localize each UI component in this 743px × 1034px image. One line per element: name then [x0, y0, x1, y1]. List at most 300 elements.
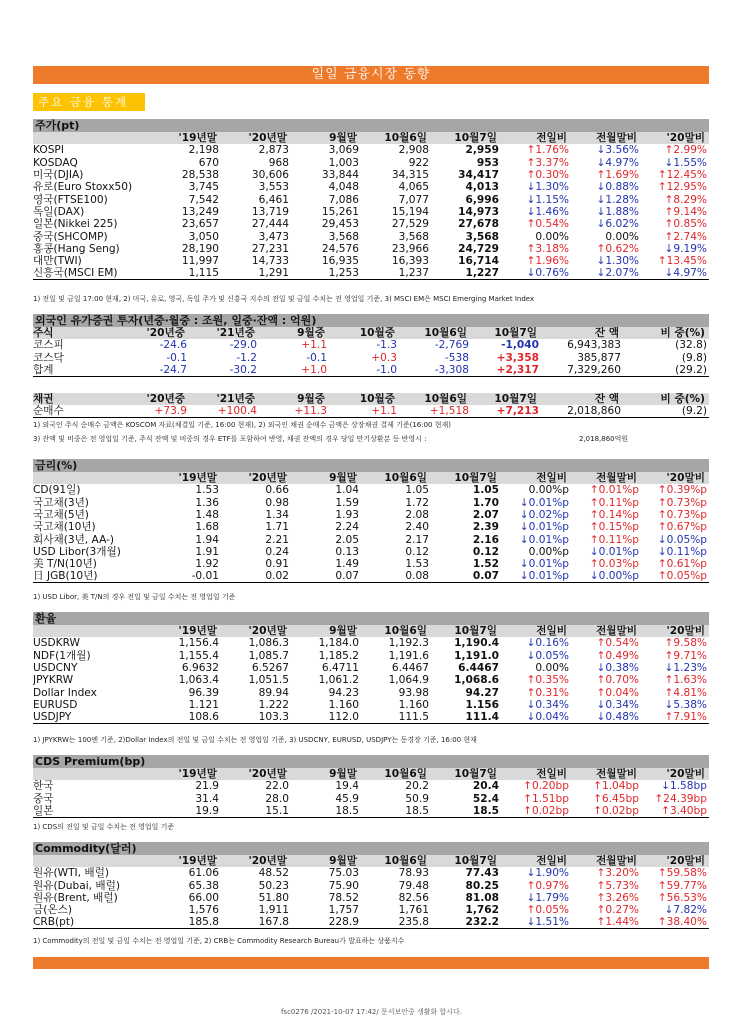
change-value: 0.31%: [535, 686, 569, 699]
change-cell: [641, 193, 709, 205]
table-header-row: [33, 472, 709, 484]
value-cell: 111.5: [361, 711, 431, 724]
value-cell: 89.94: [258, 686, 289, 699]
change-value: 4.97%: [605, 156, 639, 169]
arrow-down-icon: ↓: [519, 521, 529, 534]
column-header: 주식: [33, 327, 93, 339]
column-header: 전월말비: [571, 855, 641, 867]
change-value: 9.19%: [673, 242, 707, 255]
change-value: 2.07%: [605, 267, 639, 280]
change-value: 0.05%p: [666, 533, 707, 546]
change-value: 7.82%: [673, 904, 707, 917]
arrow-up-icon: ↑: [657, 169, 667, 182]
value-cell: 0.12: [405, 545, 429, 558]
arrow-up-icon: ↑: [593, 780, 602, 793]
value-cell: 1.04: [335, 484, 359, 497]
change-cell: [501, 637, 571, 649]
value-cell: 1.53: [195, 484, 219, 497]
value-cell: 78.93: [398, 867, 429, 880]
table-row: [33, 352, 709, 364]
value-cell: -2,769: [434, 339, 469, 352]
change-value: 59.77%: [666, 879, 707, 892]
value-cell: 1,115: [151, 267, 221, 280]
arrow-down-icon: ↓: [596, 711, 606, 724]
column-header: 10월6일: [361, 625, 431, 637]
value-cell: 7,086: [328, 193, 359, 206]
value-cell: +1,518: [399, 405, 471, 418]
change-cell: [641, 780, 709, 792]
value-cell: 2,959: [465, 144, 499, 157]
change-value: 0.14%p: [598, 509, 639, 522]
arrow-down-icon: ↓: [596, 255, 606, 268]
foreign-stock-table: [33, 327, 709, 377]
page-title: 일일 금융시장 동향: [33, 66, 709, 84]
change-value: 5.38%: [673, 698, 707, 711]
value-cell: 34,417: [458, 169, 499, 182]
foreign-section-header: 외국인 유가증권 투자(년중·월중 : 조원, 일중·잔액 : 억원): [33, 314, 709, 327]
value-cell: 1.160: [328, 698, 359, 711]
arrow-down-icon: ↓: [526, 637, 536, 650]
value-cell: 1,064.9: [388, 674, 429, 687]
change-value: 1.63%: [673, 674, 707, 687]
change-value: 1.90%: [535, 867, 569, 880]
arrow-down-icon: ↓: [526, 205, 536, 218]
column-header: '20년말: [221, 855, 291, 867]
value-cell: 18.5: [431, 805, 501, 818]
row-label: JPYKRW: [33, 674, 74, 687]
change-cell: [571, 570, 641, 583]
value-cell: 1.68: [195, 521, 219, 534]
change-value: 0.05%: [535, 904, 569, 917]
change-cell: [501, 218, 571, 230]
change-cell: [641, 181, 709, 193]
value-cell: 0.98: [265, 496, 289, 509]
change-value: 0.49%: [605, 649, 639, 662]
change-value: 1.30%: [605, 255, 639, 268]
change-cell: [501, 255, 571, 267]
change-cell: [641, 637, 709, 649]
value-cell: 0.08: [361, 570, 431, 583]
foreign-note-2-value: 2,018,860억원: [579, 435, 629, 443]
change-value: 0.67%p: [666, 521, 707, 534]
value-cell: 6.4467: [391, 662, 429, 675]
value-cell: 6.4711: [321, 662, 359, 675]
row-label: 중국: [33, 792, 54, 805]
change-cell: [571, 686, 641, 698]
change-cell: [641, 650, 709, 662]
change-value: 0.03%p: [598, 558, 639, 571]
change-value: 1.28%: [605, 193, 639, 206]
arrow-down-icon: ↓: [596, 181, 606, 194]
change-cell: [641, 206, 709, 218]
change-value: 1.46%: [535, 205, 569, 218]
change-cell: [501, 780, 571, 792]
change-cell: [641, 805, 709, 818]
column-header: '19년말: [151, 855, 221, 867]
cds-section-header: CDS Premium(bp): [33, 755, 709, 768]
value-cell: 2,198: [188, 144, 219, 157]
arrow-down-icon: ↓: [526, 267, 536, 280]
column-header: '20년말: [221, 132, 291, 144]
arrow-down-icon: ↓: [596, 193, 606, 206]
column-header: 9월말: [291, 768, 361, 780]
change-value: 56.53%: [666, 892, 707, 905]
change-cell: [641, 793, 709, 805]
row-label: CD(91일): [33, 484, 81, 497]
value-cell: 0.13: [335, 545, 359, 558]
change-value: 9.58%: [673, 637, 707, 650]
value-cell: 1.05: [472, 484, 499, 497]
change-cell: [641, 218, 709, 230]
change-cell: [571, 484, 641, 496]
value-cell: 1,184.0: [318, 637, 359, 650]
arrow-up-icon: ↑: [589, 521, 599, 534]
change-value: 0.00%: [535, 230, 569, 243]
value-cell: 66.00: [188, 892, 219, 905]
change-value: 3.37%: [535, 156, 569, 169]
value-cell: 1.70: [472, 496, 499, 509]
value-cell: 108.6: [151, 711, 221, 724]
value-cell: 1.160: [398, 698, 429, 711]
value-cell: 81.08: [465, 892, 499, 905]
column-header: '21년중: [189, 327, 259, 339]
change-cell: [501, 711, 571, 724]
change-cell: [501, 157, 571, 169]
value-cell: +1.0: [259, 364, 329, 377]
value-cell: 13,719: [251, 205, 289, 218]
change-cell: [641, 904, 709, 916]
arrow-down-icon: ↓: [596, 218, 606, 231]
column-header: 10월7일: [431, 855, 501, 867]
value-cell: 94.23: [328, 686, 359, 699]
change-cell: [641, 243, 709, 255]
table-header-row: [33, 855, 709, 867]
change-cell: [571, 193, 641, 205]
value-cell: 52.4: [472, 792, 499, 805]
value-cell: 3,050: [188, 230, 219, 243]
change-cell: [571, 497, 641, 509]
change-cell: [571, 662, 641, 674]
change-cell: [641, 484, 709, 496]
arrow-up-icon: ↑: [664, 711, 674, 724]
value-cell: 2.21: [265, 533, 289, 546]
change-value: 4.81%: [673, 686, 707, 699]
table-row: [33, 805, 709, 818]
change-value: 0.16%: [535, 637, 569, 650]
change-cell: [641, 533, 709, 545]
foreign-note-2: 3) 잔액 및 비중은 전 영업일 기준, 주식 잔액 및 비중의 경우 ETF를 포함하여 반영, 채권 잔액의 경우 당일 만기상환분 등 반영시 :: [33, 435, 427, 443]
arrow-down-icon: ↓: [526, 892, 536, 905]
row-label: 중국(SHCOMP): [33, 230, 108, 243]
column-header: 10월6일: [399, 327, 471, 339]
arrow-up-icon: ↑: [657, 509, 667, 522]
change-cell: [641, 892, 709, 904]
column-header: 9월말: [291, 132, 361, 144]
value-cell: 1,227: [431, 267, 501, 280]
change-value: 3.20%: [605, 867, 639, 880]
arrow-up-icon: ↑: [657, 892, 667, 905]
value-cell: -0.1: [166, 351, 187, 364]
value-cell: +1.1: [301, 339, 327, 352]
rates-note: 1) USD Libor, 美 T/N의 경우 전일 및 금일 수치는 전 영업일 기준: [33, 593, 236, 601]
arrow-up-icon: ↑: [526, 156, 536, 169]
fx-note: 1) JPYKRW는 100엔 기준, 2)Dollar Index의 전일 및 금일 수치는 전 영업일 기준, 3) USDCNY, EURUSD, USDJPY는 동경장 기준, 16:00 현재: [33, 736, 477, 744]
column-header: '20말비: [641, 768, 709, 780]
change-value: 0.01%p: [528, 570, 569, 583]
value-cell: 2,873: [258, 144, 289, 157]
arrow-up-icon: ↑: [657, 496, 667, 509]
column-header: 9월말: [291, 472, 361, 484]
column-header: 전월말비: [571, 472, 641, 484]
change-cell: [501, 206, 571, 218]
value-cell: 2.16: [472, 533, 499, 546]
change-value: 0.02bp: [601, 804, 639, 817]
value-cell: 79.48: [398, 879, 429, 892]
value-cell: 1,063.4: [178, 674, 219, 687]
row-label: 홍콩(Hang Seng): [33, 242, 120, 255]
table-row: [33, 533, 709, 545]
change-value: 12.45%: [666, 169, 707, 182]
column-header: '20년말: [221, 768, 291, 780]
value-cell: 6.9632: [181, 662, 219, 675]
bottom-bar: [33, 957, 709, 969]
value-cell: 50.9: [405, 792, 429, 805]
change-value: 0.54%: [605, 637, 639, 650]
value-cell: 1,085.7: [248, 649, 289, 662]
row-label: USDKRW: [33, 637, 80, 650]
change-value: 6.45bp: [601, 792, 639, 805]
change-value: 1.96%: [535, 255, 569, 268]
row-label: 대만(TWI): [33, 255, 82, 268]
value-cell: 1.156: [465, 698, 499, 711]
change-cell: [571, 650, 641, 662]
change-cell: [641, 558, 709, 570]
value-cell: +7,213: [471, 405, 541, 418]
column-header: 10월7일: [431, 472, 501, 484]
change-cell: [571, 509, 641, 521]
value-cell: 167.8: [221, 916, 291, 929]
value-cell: 1.05: [405, 484, 429, 497]
change-value: 0.76%: [535, 267, 569, 280]
change-value: 1.51%: [535, 916, 569, 929]
change-cell: [501, 484, 571, 496]
change-value: 0.39%p: [666, 484, 707, 497]
arrow-down-icon: ↓: [596, 267, 606, 280]
value-cell: -1.3: [376, 339, 397, 352]
value-cell: 50.23: [258, 879, 289, 892]
value-cell: -1,040: [501, 339, 539, 352]
arrow-up-icon: ↑: [526, 686, 536, 699]
change-cell: [571, 255, 641, 267]
column-header: 10월7일: [471, 327, 541, 339]
value-cell: 3,069: [328, 144, 359, 157]
value-cell: 7,077: [398, 193, 429, 206]
change-cell: [501, 497, 571, 509]
table-row: [33, 484, 709, 496]
arrow-up-icon: ↑: [589, 558, 599, 571]
arrow-down-icon: ↓: [664, 156, 674, 169]
column-header: 9월중: [259, 393, 329, 405]
value-cell: +100.4: [189, 405, 259, 418]
value-cell: 670: [198, 156, 219, 169]
value-cell: -24.6: [159, 339, 187, 352]
change-value: 0.05%p: [666, 570, 707, 583]
value-cell: +1.1: [329, 405, 399, 418]
table-row: [33, 904, 709, 916]
arrow-down-icon: ↓: [526, 181, 536, 194]
value-cell: 78.52: [328, 892, 359, 905]
value-cell: 3,568: [465, 230, 499, 243]
table-row: [33, 711, 709, 724]
arrow-down-icon: ↓: [519, 496, 529, 509]
value-cell: 1,757: [328, 904, 359, 917]
row-label: KOSDAQ: [33, 156, 78, 169]
row-label: 원유(WTI, 배럴): [33, 867, 110, 880]
table-row: [33, 509, 709, 521]
arrow-up-icon: ↑: [664, 649, 674, 662]
change-value: 6.02%: [605, 218, 639, 231]
value-cell: 21.9: [195, 780, 219, 793]
share-cell: (9.2): [623, 405, 709, 418]
value-cell: 2.05: [335, 533, 359, 546]
value-cell: 1,086.3: [248, 637, 289, 650]
table-row: [33, 880, 709, 892]
arrow-up-icon: ↑: [526, 674, 536, 687]
arrow-down-icon: ↓: [596, 662, 606, 675]
change-cell: [641, 674, 709, 686]
change-value: 3.40bp: [669, 804, 707, 817]
table-row: [33, 193, 709, 205]
value-cell: 24,576: [321, 242, 359, 255]
row-label: 美 T/N(10년): [33, 558, 97, 571]
stocks-note: 1) 전일 및 금일 17:00 현재, 2) 미국, 유로, 영국, 독일 주가 및 신흥국 지수의 전일 및 금일 수치는 전 영업일 기준, 3) MSCI EM은 MSCI Emerging Market Index: [33, 295, 535, 303]
change-value: 0.01%p: [528, 496, 569, 509]
column-header: '20말비: [641, 472, 709, 484]
value-cell: 0.02: [221, 570, 291, 583]
change-value: 13.45%: [666, 255, 707, 268]
arrow-up-icon: ↑: [523, 792, 532, 805]
change-cell: [501, 193, 571, 205]
change-cell: [501, 699, 571, 711]
change-value: 38.40%: [666, 916, 707, 929]
section-subtitle: 주요 금융 통계: [33, 93, 145, 111]
change-cell: [571, 780, 641, 792]
change-value: 0.54%: [535, 218, 569, 231]
arrow-up-icon: ↑: [596, 892, 606, 905]
change-cell: [501, 805, 571, 818]
arrow-up-icon: ↑: [664, 674, 674, 687]
value-cell: 51.80: [258, 892, 289, 905]
value-cell: 4,013: [465, 181, 499, 194]
table-row: [33, 243, 709, 255]
change-value: 0.73%p: [666, 509, 707, 522]
table-header-row: [33, 327, 709, 339]
value-cell: 1.34: [265, 509, 289, 522]
change-value: 1.04bp: [601, 780, 639, 793]
arrow-down-icon: ↓: [657, 545, 667, 558]
column-header: 10월6일: [361, 768, 431, 780]
value-cell: 34,315: [391, 169, 429, 182]
value-cell: 1,155.4: [178, 649, 219, 662]
change-cell: [641, 509, 709, 521]
change-value: 0.01%p: [528, 533, 569, 546]
value-cell: 3,568: [328, 230, 359, 243]
change-cell: [641, 546, 709, 558]
change-value: 0.30%: [535, 169, 569, 182]
arrow-up-icon: ↑: [657, 558, 667, 571]
row-label: 한국: [33, 780, 54, 793]
table-row: [33, 169, 709, 181]
value-cell: 112.0: [291, 711, 361, 724]
arrow-up-icon: ↑: [657, 570, 667, 583]
row-label: 미국(DJIA): [33, 169, 84, 182]
value-cell: 1,191.6: [388, 649, 429, 662]
value-cell: 185.8: [151, 916, 221, 929]
value-cell: -24.7: [93, 364, 189, 377]
arrow-up-icon: ↑: [596, 916, 606, 929]
column-header: 9월중: [259, 327, 329, 339]
change-cell: [501, 144, 571, 156]
value-cell: 1.53: [405, 558, 429, 571]
value-cell: 1,185.2: [318, 649, 359, 662]
arrow-up-icon: ↑: [596, 637, 606, 650]
change-value: 24.39bp: [663, 792, 707, 805]
value-cell: 111.4: [431, 711, 501, 724]
value-cell: 3,568: [398, 230, 429, 243]
value-cell: 6.4467: [458, 662, 499, 675]
arrow-up-icon: ↑: [657, 181, 667, 194]
value-cell: 30,606: [251, 169, 289, 182]
change-value: 0.15%p: [598, 521, 639, 534]
table-row: [33, 218, 709, 230]
change-value: 0.20bp: [531, 780, 569, 793]
arrow-down-icon: ↓: [664, 662, 674, 675]
arrow-up-icon: ↑: [664, 230, 674, 243]
value-cell: 14,733: [251, 255, 289, 268]
change-value: 1.30%: [535, 181, 569, 194]
change-cell: [571, 521, 641, 533]
column-header: 전월말비: [571, 132, 641, 144]
change-cell: [641, 157, 709, 169]
change-value: 0.01%p: [598, 484, 639, 497]
value-cell: 24,729: [458, 242, 499, 255]
change-value: 0.11%p: [666, 545, 707, 558]
value-cell: 19.4: [335, 780, 359, 793]
change-cell: [501, 558, 571, 570]
change-cell: [571, 218, 641, 230]
value-cell: 13,249: [181, 205, 219, 218]
table-header-row: [33, 625, 709, 637]
arrow-up-icon: ↑: [661, 804, 670, 817]
value-cell: 1,190.4: [454, 637, 499, 650]
arrow-up-icon: ↑: [657, 867, 667, 880]
change-value: 1.44%: [605, 916, 639, 929]
value-cell: +3,358: [496, 351, 539, 364]
value-cell: 75.03: [328, 867, 359, 880]
column-header: 10월중: [329, 327, 399, 339]
column-header: 9월말: [291, 855, 361, 867]
value-cell: 922: [408, 156, 429, 169]
change-value: 3.26%: [605, 892, 639, 905]
row-label: Dollar Index: [33, 686, 97, 699]
rates-table: [33, 472, 709, 583]
change-value: 1.88%: [605, 205, 639, 218]
change-cell: [641, 916, 709, 929]
change-cell: [641, 711, 709, 724]
value-cell: 2.24: [335, 521, 359, 534]
column-header: [33, 625, 151, 637]
value-cell: 1,911: [258, 904, 289, 917]
